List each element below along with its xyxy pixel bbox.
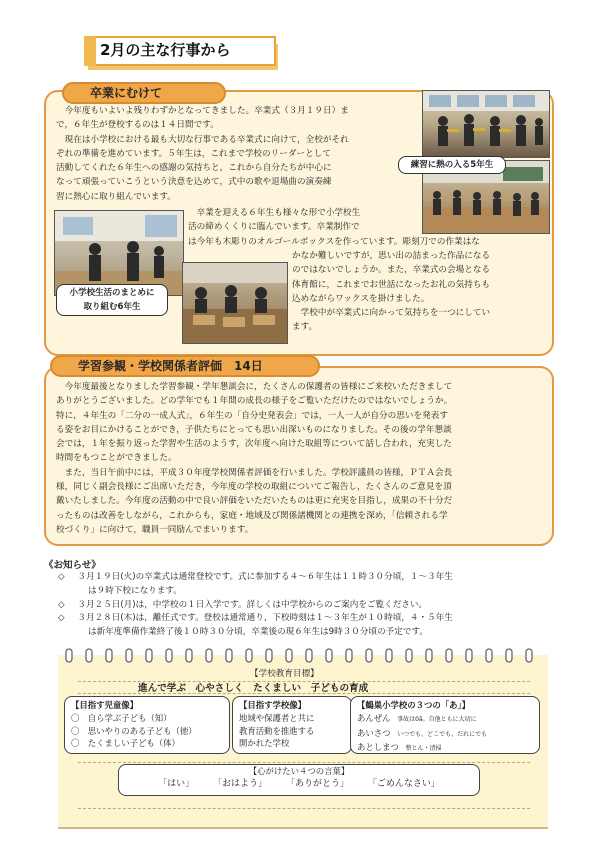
notice-item bbox=[58, 599, 558, 613]
text-line: 様，同じく副会長様にご出席いただき，今年度の学校の取組についてご報告し，たくさんのご意見を頂 bbox=[56, 482, 452, 493]
three-a-word: あとしまつ bbox=[357, 742, 399, 753]
school-goal-item: 教育活動を推進する bbox=[239, 725, 315, 736]
child-goal-item: 〇 思いやりのある子ども（徳） bbox=[71, 725, 197, 736]
text-line: 体育館に，これまでお世話になったお礼の気持ちも bbox=[292, 279, 491, 290]
three-a-box bbox=[350, 696, 540, 754]
word-item: 「ありがとう」 bbox=[285, 778, 349, 789]
text-line: で，６年生が登校するのは１４日間です。 bbox=[56, 120, 219, 131]
graduation-section-title: 卒業にむけて bbox=[90, 86, 163, 100]
child-goal-box bbox=[64, 696, 230, 754]
text-line: ったものは改善をしながら，これからも，家庭・地域及び関係諸機関との連携を深め，「信頼される学 bbox=[56, 510, 448, 521]
open-class-paragraph bbox=[56, 380, 546, 537]
three-a-note: いつでも、どこでも、だれにでも bbox=[397, 730, 488, 738]
notice-text-cont: は新年度準備作業終了後１０時３０分頃，卒業後の現６年生は9時３０分頃の予定です。 bbox=[88, 627, 428, 638]
goals-motto: 進んで学ぶ 心やさしく たくましい 子どもの育成 bbox=[138, 683, 369, 694]
text-line: かなか難しいですが，思い出の詰まった作品になる bbox=[292, 251, 491, 261]
notices-title: 《お知らせ》 bbox=[44, 560, 101, 571]
text-line: また，当日午前中には，平成３０年度学校関係者評価を行いました。学校評議員の皆様，ＰＴＡ会長 bbox=[56, 467, 453, 478]
page-title: 2月の主な行事から bbox=[100, 41, 231, 59]
caption-practice: 練習に熱の入る5年生 bbox=[398, 156, 506, 174]
school-goal-item: 地域や保護者と共に bbox=[239, 712, 315, 723]
notebook-rings-svg bbox=[64, 648, 544, 664]
open-class-section-tab bbox=[50, 355, 320, 377]
three-a-item bbox=[357, 712, 533, 727]
caption-woodwork-line-1: 小学校生活のまとめに bbox=[69, 288, 155, 298]
text-line: 今年度最後となりました学習参観・学年懇談会に，たくさんの保護者の皆様にご来校いただきまして bbox=[56, 382, 453, 392]
panel-rule bbox=[78, 808, 530, 809]
child-goal-title: 【目指す児童像】 bbox=[71, 700, 138, 710]
text-line: のではないでしょうか。また，卒業式の会場となる bbox=[292, 265, 491, 276]
word-item: 「ごめんなさい」 bbox=[367, 778, 440, 789]
band-practice-image bbox=[423, 91, 549, 157]
notice-bullet: ◇ bbox=[58, 599, 65, 610]
text-line: 活の締めくくりに臨んでいます。卒業制作で bbox=[188, 222, 360, 233]
notices-list bbox=[58, 571, 558, 640]
three-a-word: あいさつ bbox=[357, 727, 391, 738]
open-class-section-title: 学習参観・学校関係者評価 14日 bbox=[78, 359, 263, 373]
school-goal-box bbox=[232, 696, 352, 754]
child-goal-item: 〇 たくましい子ども（体） bbox=[71, 738, 180, 749]
woodwork-class-image bbox=[183, 263, 287, 343]
graduation-section-tab bbox=[62, 82, 226, 104]
text-line: ありがとうございました。どの学年でも１年間の成長の様子をご覧いただけたのではないでしょうか。 bbox=[56, 396, 453, 407]
photo-woodwork-class bbox=[182, 262, 288, 344]
text-line: は今年も木彫りのオルゴールボックスを作っています。彫刻刀での作業はな bbox=[188, 236, 480, 247]
caption-woodwork bbox=[56, 284, 168, 316]
text-line: 活動してくれた６年生への感謝の気持ちと，これから自分たちが中心に bbox=[56, 163, 332, 174]
notice-item bbox=[58, 571, 558, 585]
four-words-title: 【心がけたい４つの言葉】 bbox=[248, 766, 350, 776]
word-item: 「おはよう」 bbox=[213, 778, 268, 789]
text-line: 会では，１年を振り返った学習や生活のようす，次年度へ向けた取組等について話し合われ，充実した bbox=[56, 439, 452, 450]
photo-band-practice bbox=[422, 90, 550, 158]
graduation-paragraph-1 bbox=[56, 104, 416, 204]
notice-text: ３月１９日(火)の卒業式は通常登校です。式に参加する４～６年生は１１時３０分頃，１～３年生 bbox=[77, 572, 453, 582]
three-a-word: あんぜん bbox=[357, 712, 391, 723]
text-line: なって頑張っていこうという決意を込めて，式中の歌や退場曲の演奏練 bbox=[56, 177, 332, 188]
graduation-paragraph-2-narrow bbox=[188, 206, 548, 249]
child-goal-item: 〇 自ら学ぶ子ども（知） bbox=[71, 712, 172, 723]
text-line: 現在は小学校における最も大切な行事である卒業式に向けて，全校がそれ bbox=[56, 134, 349, 145]
four-words-row bbox=[119, 778, 479, 791]
three-a-item bbox=[357, 741, 533, 756]
caption-woodwork-line-2: 取り組む6年生 bbox=[83, 302, 141, 312]
notebook-rings bbox=[64, 648, 544, 664]
notice-bullet: ◇ bbox=[58, 613, 65, 624]
notice-text-cont: は９時下校になります。 bbox=[88, 585, 182, 596]
title-accent bbox=[84, 36, 96, 66]
text-line: 習に熱心に取り組んでいます。 bbox=[56, 191, 176, 202]
text-line: 今年度もいよいよ残りわずかとなってきました。卒業式（３月１９日）ま bbox=[56, 106, 349, 116]
text-line: 特に，４年生の「二分の一成人式」，６年生の「自分史発表会」では，一人一人が自分の思いを発表す bbox=[56, 410, 448, 421]
three-a-note: 事故は0ã。自他ともに大切に bbox=[397, 715, 477, 723]
text-line: 学校中が卒業式に向かって気持ちを一つにしてい bbox=[292, 308, 491, 319]
four-words-box bbox=[118, 764, 480, 796]
text-line: ぞれの準備を進めています。５年生は，これまで学校のリーダーとして bbox=[56, 148, 331, 159]
notice-item bbox=[58, 612, 558, 626]
text-line: 卒業を迎える６年生も様々な形で小学校生 bbox=[188, 208, 361, 218]
goals-header-label: 【学校教育目標】 bbox=[250, 669, 319, 679]
notice-text: ３月２８日(木)は，離任式です。登校は通常通り，下校時刻は１～３年生が１０時頃，４・５年生 bbox=[77, 613, 453, 624]
notice-bullet: ◇ bbox=[58, 572, 65, 582]
school-goal-title: 【目指す学校像】 bbox=[239, 700, 306, 710]
panel-rule bbox=[78, 762, 530, 763]
three-a-note: 整とん・清掃 bbox=[405, 745, 442, 753]
graduation-paragraph-2-right bbox=[292, 249, 548, 335]
word-item: 「はい」 bbox=[158, 778, 195, 789]
sixth-grade-hall-image bbox=[55, 211, 183, 295]
text-line: る姿をお目にかけることができ，子供たちにとっても思い出深いものになりました。その後の学年懇談 bbox=[56, 424, 452, 435]
three-a-item bbox=[357, 727, 533, 742]
text-line: 時間をもつことができました。 bbox=[56, 453, 177, 464]
text-line: 校づくり」に向けて，職員一同励んでまいります。 bbox=[56, 524, 254, 535]
text-line: 戴いたしました。今年度の活動の中で良い評価をいただいたものは更に充実を目指し，成果の不十分だ bbox=[56, 496, 453, 507]
school-goal-item: 開かれた学校 bbox=[239, 738, 290, 749]
three-a-title: 【鶴巣小学校の３つの「あ」】 bbox=[357, 700, 471, 710]
text-line: ます。 bbox=[292, 322, 318, 333]
text-line: 込めながらワックスを掛けました。 bbox=[292, 293, 430, 304]
notice-text: ３月２５日(月)は，中学校の１日入学です。詳しくは中学校からのご案内をご覧ください。 bbox=[77, 599, 428, 610]
